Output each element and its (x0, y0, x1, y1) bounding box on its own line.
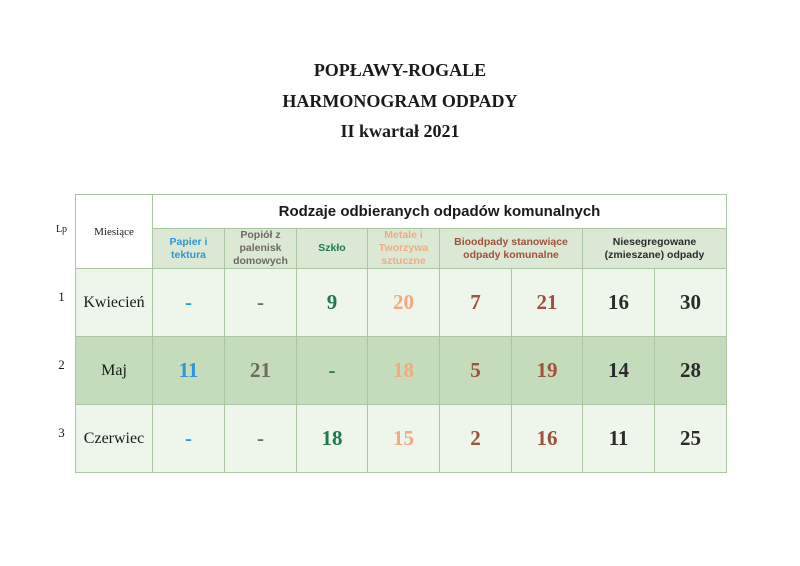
value-cell: 18 (368, 337, 440, 405)
value-cell: - (153, 405, 225, 473)
value-cell: 11 (583, 405, 655, 473)
lp-number: 1 (58, 289, 65, 304)
category-glass: Szkło (297, 229, 368, 269)
value-cell: 16 (512, 405, 583, 473)
lp-number: 2 (58, 357, 65, 372)
value-cell: 30 (655, 269, 727, 337)
value-cell: 14 (583, 337, 655, 405)
main-header: Rodzaje odbieranych odpadów komunalnych (153, 195, 727, 229)
value-cell: - (153, 269, 225, 337)
value-cell: 2 (440, 405, 512, 473)
table-row (76, 269, 727, 337)
category-ash: Popiół z palenisk domowych (225, 229, 297, 269)
month-cell: Czerwiec (76, 405, 153, 473)
lp-header: Lp (55, 224, 68, 235)
value-cell: 7 (440, 269, 512, 337)
value-cell: 28 (655, 337, 727, 405)
value-cell: - (225, 405, 297, 473)
value-cell: 18 (297, 405, 368, 473)
value-cell: 11 (153, 337, 225, 405)
category-header-row (76, 229, 727, 269)
table-row (76, 337, 727, 405)
category-paper: Papier i tektura (153, 229, 225, 269)
lp-number: 3 (58, 425, 65, 440)
category-mixed: Niesegregowane (zmieszane) odpady (583, 229, 727, 269)
category-metal-plastic: Metale i Tworzywa sztuczne (368, 229, 440, 269)
value-cell: - (225, 269, 297, 337)
title-quarter: II kwartał 2021 (340, 121, 460, 141)
value-cell: 21 (512, 269, 583, 337)
month-cell: Maj (76, 337, 153, 405)
category-bio: Bioodpady stanowiące odpady komunalne (440, 229, 583, 269)
value-cell: 9 (297, 269, 368, 337)
title-location: POPŁAWY-ROGALE (313, 60, 487, 80)
value-cell: 5 (440, 337, 512, 405)
value-cell: 19 (512, 337, 583, 405)
value-cell: 15 (368, 405, 440, 473)
value-cell: 16 (583, 269, 655, 337)
value-cell: 25 (655, 405, 727, 473)
table-row (76, 405, 727, 473)
title-schedule: HARMONOGRAM ODPADY (282, 91, 518, 111)
month-cell: Kwiecień (76, 269, 153, 337)
month-header: Miesiące (76, 195, 153, 269)
value-cell: 20 (368, 269, 440, 337)
waste-schedule-table (75, 194, 727, 473)
value-cell: 21 (225, 337, 297, 405)
value-cell: - (297, 337, 368, 405)
